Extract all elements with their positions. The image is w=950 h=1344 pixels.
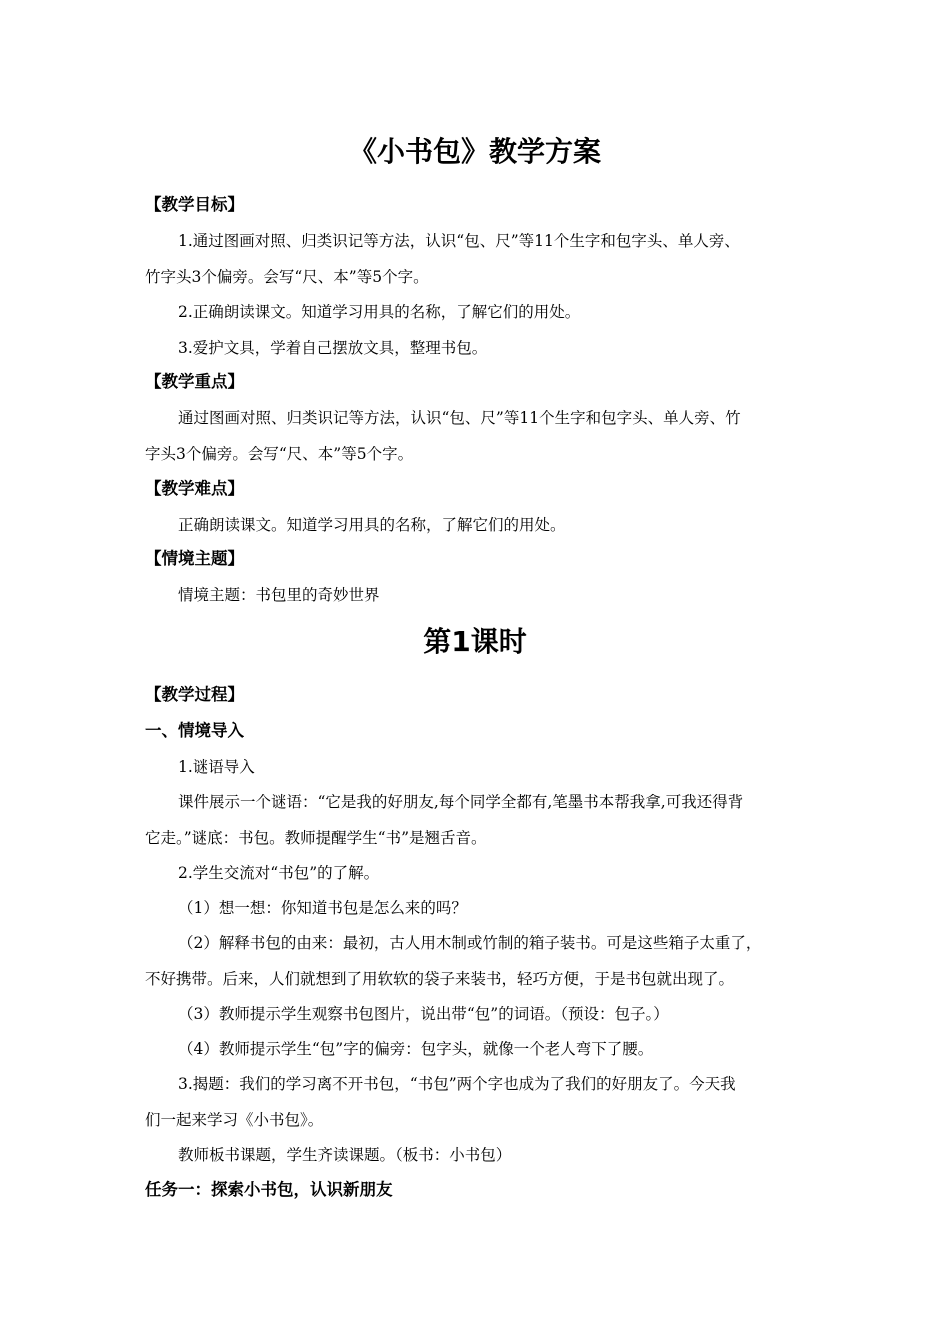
goal-item-3: 3.爱护文具，学着自己摆放文具，整理书包。 [178,339,488,357]
sub-item-4: （4）教师提示学生“包”字的偏旁：包字头，就像一个老人弯下了腰。 [178,1040,654,1058]
section-1-heading: 一、情境导入 [145,721,244,740]
key-points-line-1: 通过图画对照、归类识记等方法，认识“包、尺”等11个生字和包字头、单人旁、竹 [178,409,741,427]
task-1-heading: 任务一：探索小书包，认识新朋友 [145,1180,393,1199]
riddle-line-1: 课件展示一个谜语：“它是我的好朋友,每个同学全都有,笔墨书本帮我拿,可我还得背 [178,793,744,811]
board-text: 教师板书课题，学生齐读课题。（板书：小书包） [178,1146,512,1164]
lesson-title: 第1课时 [423,625,527,658]
goal-item-1-line-2: 竹字头3个偏旁。会写“尺、本”等5个字。 [145,268,429,286]
difficulties-heading: 【教学难点】 [145,479,244,498]
sub-item-2-line-1: （2）解释书包的由来：最初，古人用木制或竹制的箱子装书。可是这些箱子太重了， [178,934,762,952]
theme-heading: 【情境主题】 [145,549,244,568]
process-heading: 【教学过程】 [145,685,244,704]
difficulties-text: 正确朗读课文。知道学习用具的名称，了解它们的用处。 [178,516,566,534]
riddle-intro: 1.谜语导入 [178,758,255,776]
reveal-line-2: 们一起来学习《小书包》。 [145,1111,324,1129]
riddle-line-2: 它走。”谜底：书包。教师提醒学生“书”是翘舌音。 [145,829,487,847]
sub-item-2-line-2: 不好携带。后来，人们就想到了用软软的袋子来装书，轻巧方便，于是书包就出现了。 [145,970,735,988]
sub-item-3: （3）教师提示学生观察书包图片，说出带“包”的词语。（预设：包子。） [178,1005,669,1023]
theme-text: 情境主题：书包里的奇妙世界 [178,586,380,604]
goal-item-2: 2.正确朗读课文。知道学习用具的名称，了解它们的用处。 [178,303,581,321]
key-points-line-2: 字头3个偏旁。会写“尺、本”等5个字。 [145,445,414,463]
reveal-line-1: 3.揭题：我们的学习离不开书包，“书包”两个字也成为了我们的好朋友了。今天我 [178,1075,736,1093]
goal-item-1-line-1: 1.通过图画对照、归类识记等方法，认识“包、尺”等11个生字和包字头、单人旁、 [178,232,740,250]
document-title: 《小书包》教学方案 [348,135,601,168]
exchange-text: 2.学生交流对“书包”的了解。 [178,864,380,882]
sub-item-1: （1）想一想：你知道书包是怎么来的吗？ [178,899,467,917]
key-points-heading: 【教学重点】 [145,372,244,391]
goals-heading: 【教学目标】 [145,195,244,214]
